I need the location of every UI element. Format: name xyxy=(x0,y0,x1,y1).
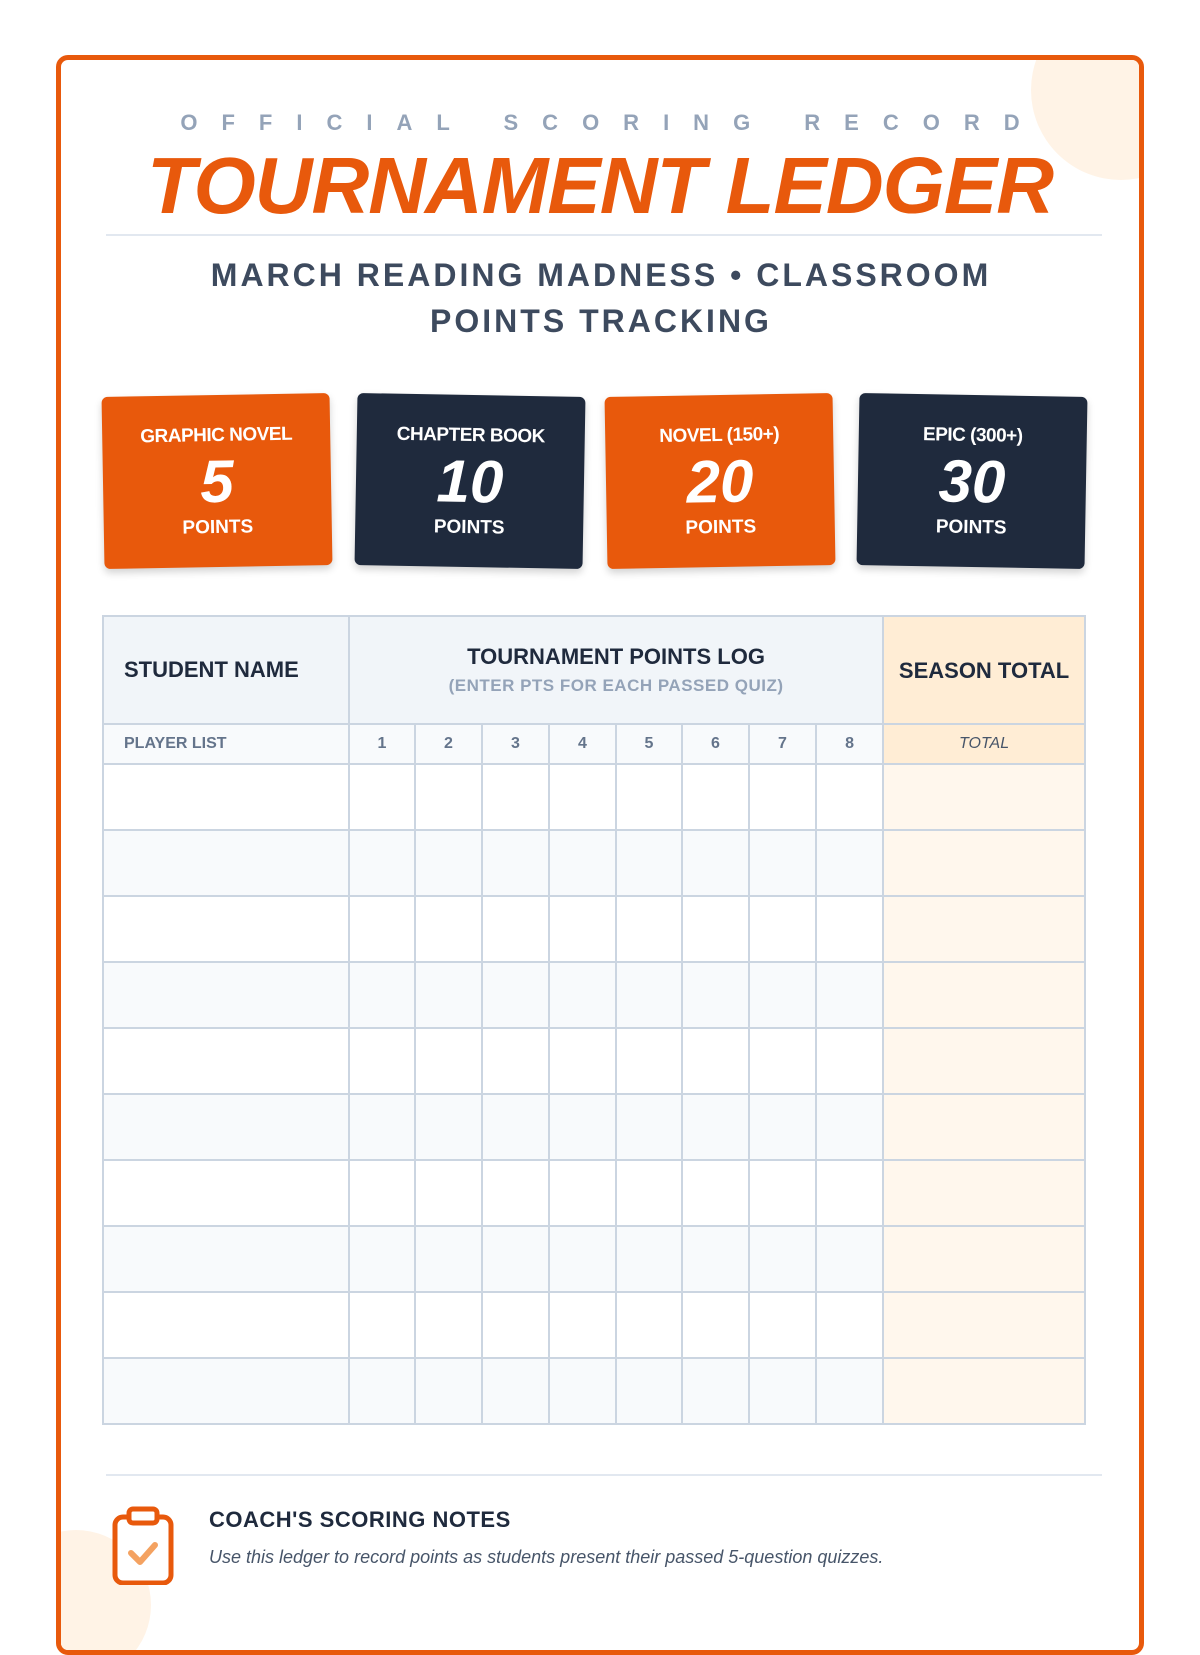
quiz-points-cell[interactable] xyxy=(682,1094,749,1160)
notes-text: Use this ledger to record points as students present their passed 5-question quizzes. xyxy=(209,1547,884,1567)
quiz-points-cell[interactable] xyxy=(549,830,616,896)
page-title: TOURNAMENT LEDGER xyxy=(147,141,1053,230)
quiz-points-cell[interactable] xyxy=(682,1292,749,1358)
student-name-cell[interactable] xyxy=(103,830,349,896)
quiz-points-cell[interactable] xyxy=(549,962,616,1028)
quiz-points-cell[interactable] xyxy=(816,1028,883,1094)
quiz-points-cell[interactable] xyxy=(482,1292,549,1358)
card-unit: POINTS xyxy=(182,516,254,539)
quiz-points-cell[interactable] xyxy=(749,896,816,962)
point-cards xyxy=(103,395,1103,570)
card-value: 20 xyxy=(686,447,754,516)
quiz-points-cell[interactable] xyxy=(616,830,682,896)
quiz-column-label: 5 xyxy=(616,724,682,764)
student-name-cell[interactable] xyxy=(103,1292,349,1358)
quiz-column-label: 6 xyxy=(682,724,749,764)
quiz-points-cell[interactable] xyxy=(749,1358,816,1424)
quiz-points-cell[interactable] xyxy=(616,962,682,1028)
point-card-graphic-novel xyxy=(102,393,333,569)
student-row xyxy=(103,1160,1085,1226)
quiz-points-cell[interactable] xyxy=(682,1028,749,1094)
student-row xyxy=(103,1292,1085,1358)
quiz-points-cell[interactable] xyxy=(415,896,482,962)
quiz-points-cell[interactable] xyxy=(682,764,749,830)
quiz-points-cell[interactable] xyxy=(349,962,415,1028)
student-row xyxy=(103,1028,1085,1094)
quiz-points-cell[interactable] xyxy=(616,764,682,830)
quiz-points-cell[interactable] xyxy=(749,1028,816,1094)
card-unit: POINTS xyxy=(433,516,505,539)
season-total-header: SEASON TOTAL xyxy=(883,616,1085,724)
notes-title: COACH'S SCORING NOTES xyxy=(209,1507,511,1532)
student-row xyxy=(103,1094,1085,1160)
quiz-points-cell[interactable] xyxy=(549,764,616,830)
quiz-column-label: 1 xyxy=(349,724,415,764)
quiz-points-cell[interactable] xyxy=(482,1094,549,1160)
student-name-header: STUDENT NAME xyxy=(103,616,349,724)
quiz-points-cell[interactable] xyxy=(549,1094,616,1160)
quiz-points-cell[interactable] xyxy=(482,962,549,1028)
quiz-points-cell[interactable] xyxy=(749,764,816,830)
quiz-points-cell[interactable] xyxy=(482,896,549,962)
quiz-column-label: 7 xyxy=(749,724,816,764)
point-card-epic xyxy=(857,393,1088,569)
quiz-points-cell[interactable] xyxy=(482,1160,549,1226)
quiz-points-cell[interactable] xyxy=(415,1358,482,1424)
quiz-points-cell[interactable] xyxy=(549,1028,616,1094)
ledger-sheet xyxy=(56,55,1144,1655)
quiz-points-cell[interactable] xyxy=(616,1160,682,1226)
quiz-points-cell[interactable] xyxy=(482,830,549,896)
season-total-cell[interactable] xyxy=(883,1094,1085,1160)
divider xyxy=(106,234,1102,236)
points-ledger-table xyxy=(102,615,1086,1425)
season-total-cell[interactable] xyxy=(883,1226,1085,1292)
divider xyxy=(106,1474,1102,1476)
quiz-points-cell[interactable] xyxy=(749,1292,816,1358)
card-unit: POINTS xyxy=(935,516,1007,539)
quiz-points-cell[interactable] xyxy=(349,764,415,830)
student-row xyxy=(103,1226,1085,1292)
column-label-row xyxy=(103,724,1085,764)
card-value: 10 xyxy=(436,447,504,516)
quiz-points-cell[interactable] xyxy=(482,1358,549,1424)
quiz-points-cell[interactable] xyxy=(549,1160,616,1226)
card-value: 5 xyxy=(199,447,235,516)
quiz-points-cell[interactable] xyxy=(682,1226,749,1292)
point-card-chapter-book xyxy=(355,393,586,569)
student-name-cell[interactable] xyxy=(103,962,349,1028)
quiz-points-cell[interactable] xyxy=(616,1226,682,1292)
quiz-points-cell[interactable] xyxy=(749,962,816,1028)
student-name-cell[interactable] xyxy=(103,764,349,830)
quiz-points-cell[interactable] xyxy=(616,1358,682,1424)
quiz-points-cell[interactable] xyxy=(682,830,749,896)
card-label: CHAPTER BOOK xyxy=(396,423,546,448)
quiz-points-cell[interactable] xyxy=(349,830,415,896)
quiz-points-cell[interactable] xyxy=(415,1094,482,1160)
quiz-points-cell[interactable] xyxy=(349,1160,415,1226)
page-subtitle: MARCH READING MADNESS • CLASSROOM POINTS TRACKING xyxy=(210,257,992,339)
season-total-cell[interactable] xyxy=(883,830,1085,896)
quiz-points-cell[interactable] xyxy=(415,764,482,830)
quiz-points-cell[interactable] xyxy=(749,830,816,896)
quiz-points-cell[interactable] xyxy=(749,1094,816,1160)
student-name-cell[interactable] xyxy=(103,1226,349,1292)
student-name-cell[interactable] xyxy=(103,1094,349,1160)
student-name-cell[interactable] xyxy=(103,1358,349,1424)
points-log-title: TOURNAMENT POINTS LOG xyxy=(467,644,765,669)
card-value: 30 xyxy=(938,447,1006,516)
clipboard-check-icon xyxy=(111,1505,175,1585)
card-label: GRAPHIC NOVEL xyxy=(140,423,293,448)
quiz-points-cell[interactable] xyxy=(349,1028,415,1094)
season-total-cell[interactable] xyxy=(883,1160,1085,1226)
quiz-points-cell[interactable] xyxy=(415,962,482,1028)
student-name-cell[interactable] xyxy=(103,1028,349,1094)
quiz-points-cell[interactable] xyxy=(816,830,883,896)
quiz-points-cell[interactable] xyxy=(682,1358,749,1424)
quiz-points-cell[interactable] xyxy=(549,1358,616,1424)
quiz-points-cell[interactable] xyxy=(349,1226,415,1292)
quiz-points-cell[interactable] xyxy=(682,1160,749,1226)
points-log-subtitle: (ENTER PTS FOR EACH PASSED QUIZ) xyxy=(448,676,784,695)
student-row xyxy=(103,1358,1085,1424)
player-list-label: PLAYER LIST xyxy=(103,724,349,764)
season-total-cell[interactable] xyxy=(883,1292,1085,1358)
quiz-points-cell[interactable] xyxy=(549,896,616,962)
card-label: EPIC (300+) xyxy=(922,424,1023,447)
eyebrow-label: OFFICIAL SCORING RECORD xyxy=(180,110,1044,135)
quiz-points-cell[interactable] xyxy=(349,896,415,962)
quiz-points-cell[interactable] xyxy=(415,1226,482,1292)
quiz-points-cell[interactable] xyxy=(816,896,883,962)
quiz-points-cell[interactable] xyxy=(616,1028,682,1094)
student-row xyxy=(103,764,1085,830)
quiz-points-cell[interactable] xyxy=(415,1160,482,1226)
total-column-label: TOTAL xyxy=(883,724,1085,764)
quiz-points-cell[interactable] xyxy=(349,1094,415,1160)
quiz-points-cell[interactable] xyxy=(816,1160,883,1226)
quiz-points-cell[interactable] xyxy=(616,896,682,962)
quiz-points-cell[interactable] xyxy=(682,896,749,962)
quiz-points-cell[interactable] xyxy=(482,1226,549,1292)
quiz-points-cell[interactable] xyxy=(682,962,749,1028)
season-total-cell[interactable] xyxy=(883,1028,1085,1094)
quiz-points-cell[interactable] xyxy=(816,1094,883,1160)
quiz-points-cell[interactable] xyxy=(816,1226,883,1292)
season-total-cell[interactable] xyxy=(883,764,1085,830)
student-row xyxy=(103,830,1085,896)
ledger-body xyxy=(103,724,1085,1424)
quiz-points-cell[interactable] xyxy=(349,1358,415,1424)
quiz-points-cell[interactable] xyxy=(415,1028,482,1094)
season-total-cell[interactable] xyxy=(883,896,1085,962)
student-name-cell[interactable] xyxy=(103,1160,349,1226)
quiz-points-cell[interactable] xyxy=(816,764,883,830)
season-total-cell[interactable] xyxy=(883,962,1085,1028)
quiz-points-cell[interactable] xyxy=(749,1160,816,1226)
quiz-points-cell[interactable] xyxy=(816,1358,883,1424)
quiz-column-label: 3 xyxy=(482,724,549,764)
quiz-points-cell[interactable] xyxy=(816,1292,883,1358)
card-label: NOVEL (150+) xyxy=(659,423,780,448)
quiz-points-cell[interactable] xyxy=(482,1028,549,1094)
point-card-novel xyxy=(605,393,836,569)
quiz-column-label: 4 xyxy=(549,724,616,764)
quiz-points-cell[interactable] xyxy=(749,1226,816,1292)
quiz-points-cell[interactable] xyxy=(349,1292,415,1358)
quiz-column-label: 8 xyxy=(816,724,883,764)
quiz-points-cell[interactable] xyxy=(616,1292,682,1358)
quiz-column-label: 2 xyxy=(415,724,482,764)
quiz-points-cell[interactable] xyxy=(415,830,482,896)
quiz-points-cell[interactable] xyxy=(616,1094,682,1160)
student-row xyxy=(103,962,1085,1028)
quiz-points-cell[interactable] xyxy=(482,764,549,830)
quiz-points-cell[interactable] xyxy=(415,1292,482,1358)
quiz-points-cell[interactable] xyxy=(549,1226,616,1292)
card-unit: POINTS xyxy=(685,516,757,539)
season-total-cell[interactable] xyxy=(883,1358,1085,1424)
points-log-header xyxy=(349,616,883,724)
student-row xyxy=(103,896,1085,962)
quiz-points-cell[interactable] xyxy=(816,962,883,1028)
quiz-points-cell[interactable] xyxy=(549,1292,616,1358)
student-name-cell[interactable] xyxy=(103,896,349,962)
